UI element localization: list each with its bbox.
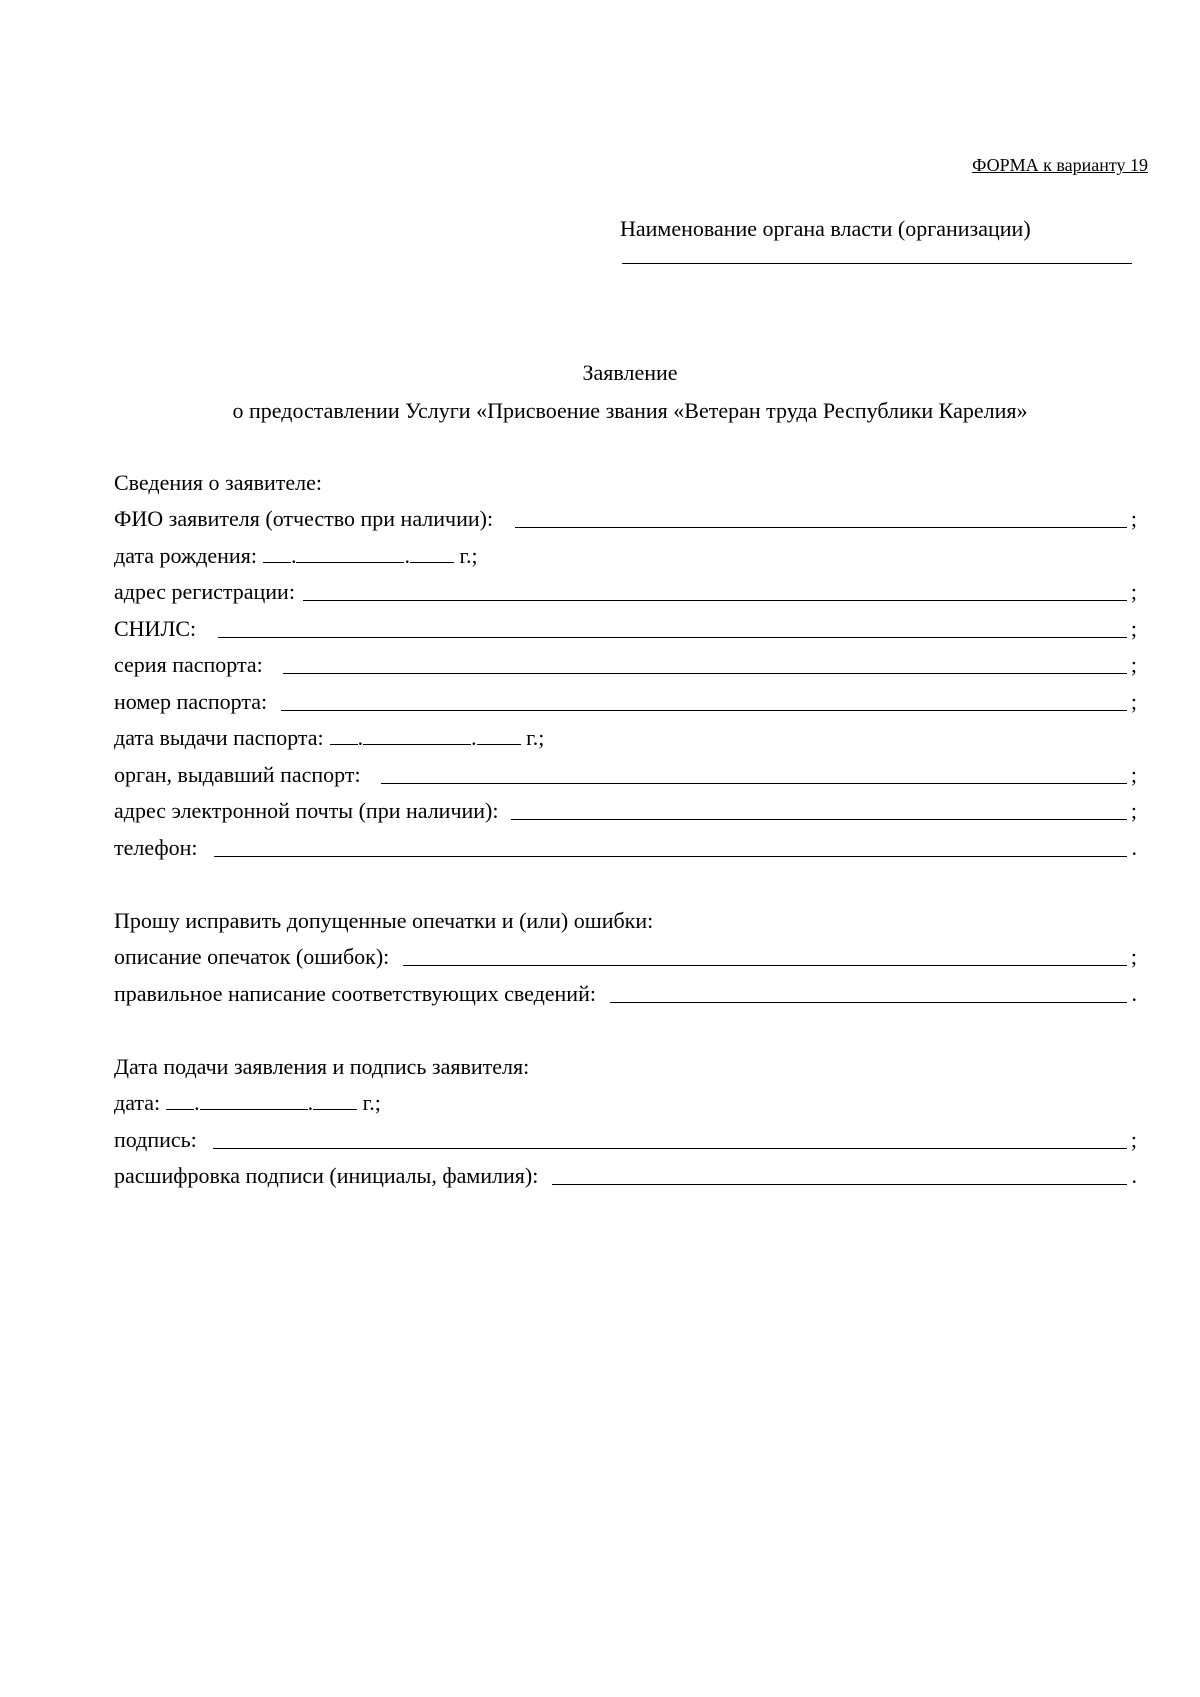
fio-end: ; [1130, 506, 1137, 531]
correct-info-end: . [1131, 980, 1137, 1006]
passport-issuer-row [114, 751, 1137, 788]
errors-label: описание опечаток (ошибок): [114, 944, 390, 969]
address-end: ; [1130, 579, 1137, 604]
passport-year-suffix: г.; [520, 725, 545, 750]
passport-issuer-field[interactable] [381, 782, 1127, 784]
birth-dot-2: . [404, 542, 410, 568]
birth-date-row [114, 532, 1137, 569]
errors-row [114, 934, 1137, 971]
signature-heading: Дата подачи заявления и подпись заявителя: [114, 1053, 530, 1079]
passport-issuer-label: орган, выдавший паспорт: [114, 761, 361, 787]
document-subtitle: о предоставлении Услуги «Присвоение звания «Ветеран труда Республики Карелия» [232, 398, 1028, 423]
passport-number-row [114, 678, 1137, 715]
submit-dot-1: . [194, 1090, 200, 1115]
birth-year-suffix: г.; [453, 542, 478, 568]
signature-label: подпись: [114, 1126, 197, 1152]
submit-date-label: дата: [114, 1090, 161, 1115]
errors-end: ; [1130, 944, 1137, 969]
email-field[interactable] [511, 818, 1128, 820]
passport-date-row [114, 715, 1137, 752]
snils-label: СНИЛС: [114, 615, 197, 641]
snils-field[interactable] [218, 636, 1127, 638]
correct-info-field[interactable] [610, 1001, 1127, 1003]
birth-dot-1: . [290, 542, 297, 568]
birth-month-blank[interactable] [296, 561, 404, 563]
passport-number-end: ; [1130, 688, 1137, 714]
phone-field[interactable] [214, 855, 1127, 857]
birth-year-blank[interactable] [410, 561, 454, 563]
address-row [114, 569, 1137, 606]
signature-section [114, 1043, 1137, 1189]
passport-number-label: номер паспорта: [114, 688, 268, 714]
passport-dot-2: . [471, 725, 477, 750]
birth-day-blank[interactable] [263, 561, 291, 563]
email-label: адрес электронной почты (при наличии): [114, 798, 499, 823]
correct-info-row [114, 970, 1137, 1007]
address-label: адрес регистрации: [114, 579, 295, 604]
birth-date-field[interactable] [263, 543, 478, 569]
form-reference: ФОРМА к варианту 19 [972, 155, 1148, 175]
passport-day-blank[interactable] [330, 743, 358, 745]
passport-series-field[interactable] [283, 672, 1127, 674]
signature-decode-row [114, 1153, 1137, 1190]
submit-date-row [114, 1080, 1137, 1117]
phone-row [114, 824, 1137, 861]
submit-dot-2: . [307, 1090, 314, 1115]
passport-series-label: серия паспорта: [114, 652, 263, 677]
passport-issuer-end: ; [1130, 761, 1137, 787]
passport-dot-1: . [357, 725, 364, 750]
birth-date-label: дата рождения: [114, 542, 257, 568]
snils-end: ; [1130, 615, 1137, 641]
signature-field[interactable] [213, 1147, 1127, 1149]
passport-month-blank[interactable] [363, 743, 471, 745]
passport-date-field[interactable] [330, 725, 545, 751]
correct-info-label: правильное написание соответствующих сведений: [114, 980, 596, 1006]
submit-year-blank[interactable] [313, 1108, 357, 1110]
phone-end: . [1131, 834, 1137, 860]
email-row [114, 788, 1137, 825]
passport-series-row [114, 642, 1137, 679]
correction-heading: Прошу исправить допущенные опечатки и (или) ошибки: [114, 907, 654, 933]
address-field[interactable] [303, 599, 1127, 601]
errors-field[interactable] [403, 964, 1127, 966]
signature-decode-label: расшифровка подписи (инициалы, фамилия): [114, 1163, 539, 1188]
passport-number-field[interactable] [281, 709, 1127, 711]
organization-block [620, 216, 1132, 264]
applicant-section [114, 459, 1137, 861]
passport-date-label: дата выдачи паспорта: [114, 725, 324, 750]
fio-field[interactable] [515, 526, 1127, 528]
correction-section [114, 897, 1137, 1007]
submit-month-blank[interactable] [200, 1108, 308, 1110]
submit-year-suffix: г.; [357, 1090, 381, 1115]
passport-year-blank[interactable] [477, 743, 521, 745]
submit-day-blank[interactable] [166, 1108, 194, 1110]
applicant-heading: Сведения о заявителе: [114, 469, 323, 495]
snils-row [114, 605, 1137, 642]
signature-decode-field[interactable] [552, 1183, 1127, 1185]
organization-title: Наименование органа власти (организации) [620, 216, 1031, 241]
signature-end: ; [1130, 1126, 1137, 1152]
document-title: Заявление [582, 360, 678, 385]
submit-date-field[interactable] [166, 1090, 381, 1116]
signature-decode-end: . [1131, 1163, 1137, 1188]
phone-label: телефон: [114, 834, 198, 860]
passport-series-end: ; [1130, 652, 1137, 677]
fio-row [114, 496, 1137, 533]
signature-row [114, 1116, 1137, 1153]
organization-name-field[interactable] [622, 262, 1132, 264]
email-end: ; [1130, 798, 1137, 823]
fio-label: ФИО заявителя (отчество при наличии): [114, 506, 494, 531]
